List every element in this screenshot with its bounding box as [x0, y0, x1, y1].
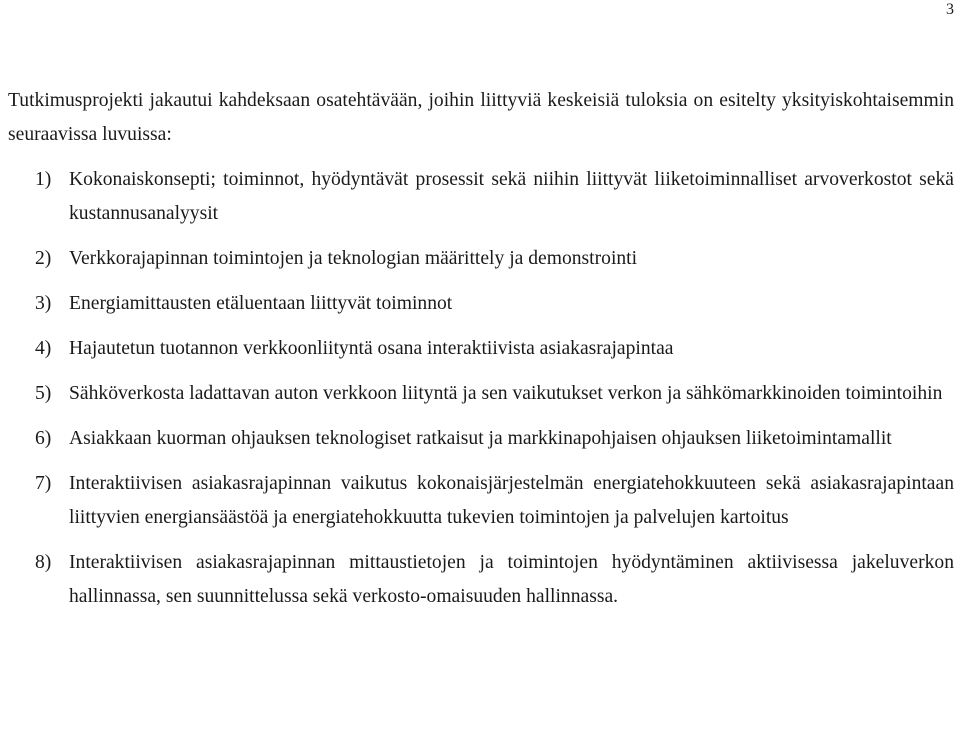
list-item-text: Interaktiivisen asiakasrajapinnan vaikutus kokonaisjärjestelmän energiatehokkuuteen sekä asiakasrajapintaan liittyvien energiansäästöä ja energiatehokkuutta tukevien toimintojen ja palvelujen kartoitus: [69, 473, 954, 528]
list-item-text: Hajautetun tuotannon verkkoonliityntä osana interaktiivista asiakasrajapintaa: [69, 338, 674, 359]
list-item-number: 7): [35, 473, 52, 494]
list-item: [35, 546, 954, 614]
list-item: [35, 242, 954, 276]
list-item-text: Asiakkaan kuorman ohjauksen teknologiset ratkaisut ja markkinapohjaisen ohjauksen liiketoimintamallit: [69, 428, 892, 449]
subtask-list: [8, 163, 954, 614]
list-item-number: 5): [35, 383, 52, 404]
document-body: [8, 84, 954, 625]
list-item: [35, 332, 954, 366]
list-item-number: 3): [35, 293, 52, 314]
list-item-number: 2): [35, 248, 52, 269]
list-item-text: Sähköverkosta ladattavan auton verkkoon liityntä ja sen vaikutukset verkon ja sähkömarkkinoiden toimintoihin: [69, 383, 943, 404]
list-item: [35, 163, 954, 231]
list-item-number: 4): [35, 338, 52, 359]
list-item: [35, 422, 954, 456]
intro-paragraph: Tutkimusprojekti jakautui kahdeksaan osatehtävään, joihin liittyviä keskeisiä tuloksia on esitelty yksityiskohtaisemmin seuraavissa luvuissa:: [8, 90, 954, 145]
list-item-number: 8): [35, 552, 52, 573]
list-item-text: Verkkorajapinnan toimintojen ja teknologian määrittely ja demonstrointi: [69, 248, 638, 269]
list-item-text: Energiamittausten etäluentaan liittyvät toiminnot: [69, 293, 453, 314]
list-item-number: 6): [35, 428, 52, 449]
list-item-number: 1): [35, 169, 52, 190]
list-item: [35, 467, 954, 535]
list-item-text: Interaktiivisen asiakasrajapinnan mittaustietojen ja toimintojen hyödyntäminen aktiivisessa jakeluverkon hallinnassa, sen suunnittelussa sekä verkosto-omaisuuden hallinnassa.: [69, 552, 954, 607]
page-number: 3: [946, 1, 954, 18]
list-item-text: Kokonaiskonsepti; toiminnot, hyödyntävät prosessit sekä niihin liittyvät liiketoiminnalliset arvoverkostot sekä kustannusanalyysit: [69, 169, 954, 224]
list-item: [35, 377, 954, 411]
list-item: [35, 287, 954, 321]
